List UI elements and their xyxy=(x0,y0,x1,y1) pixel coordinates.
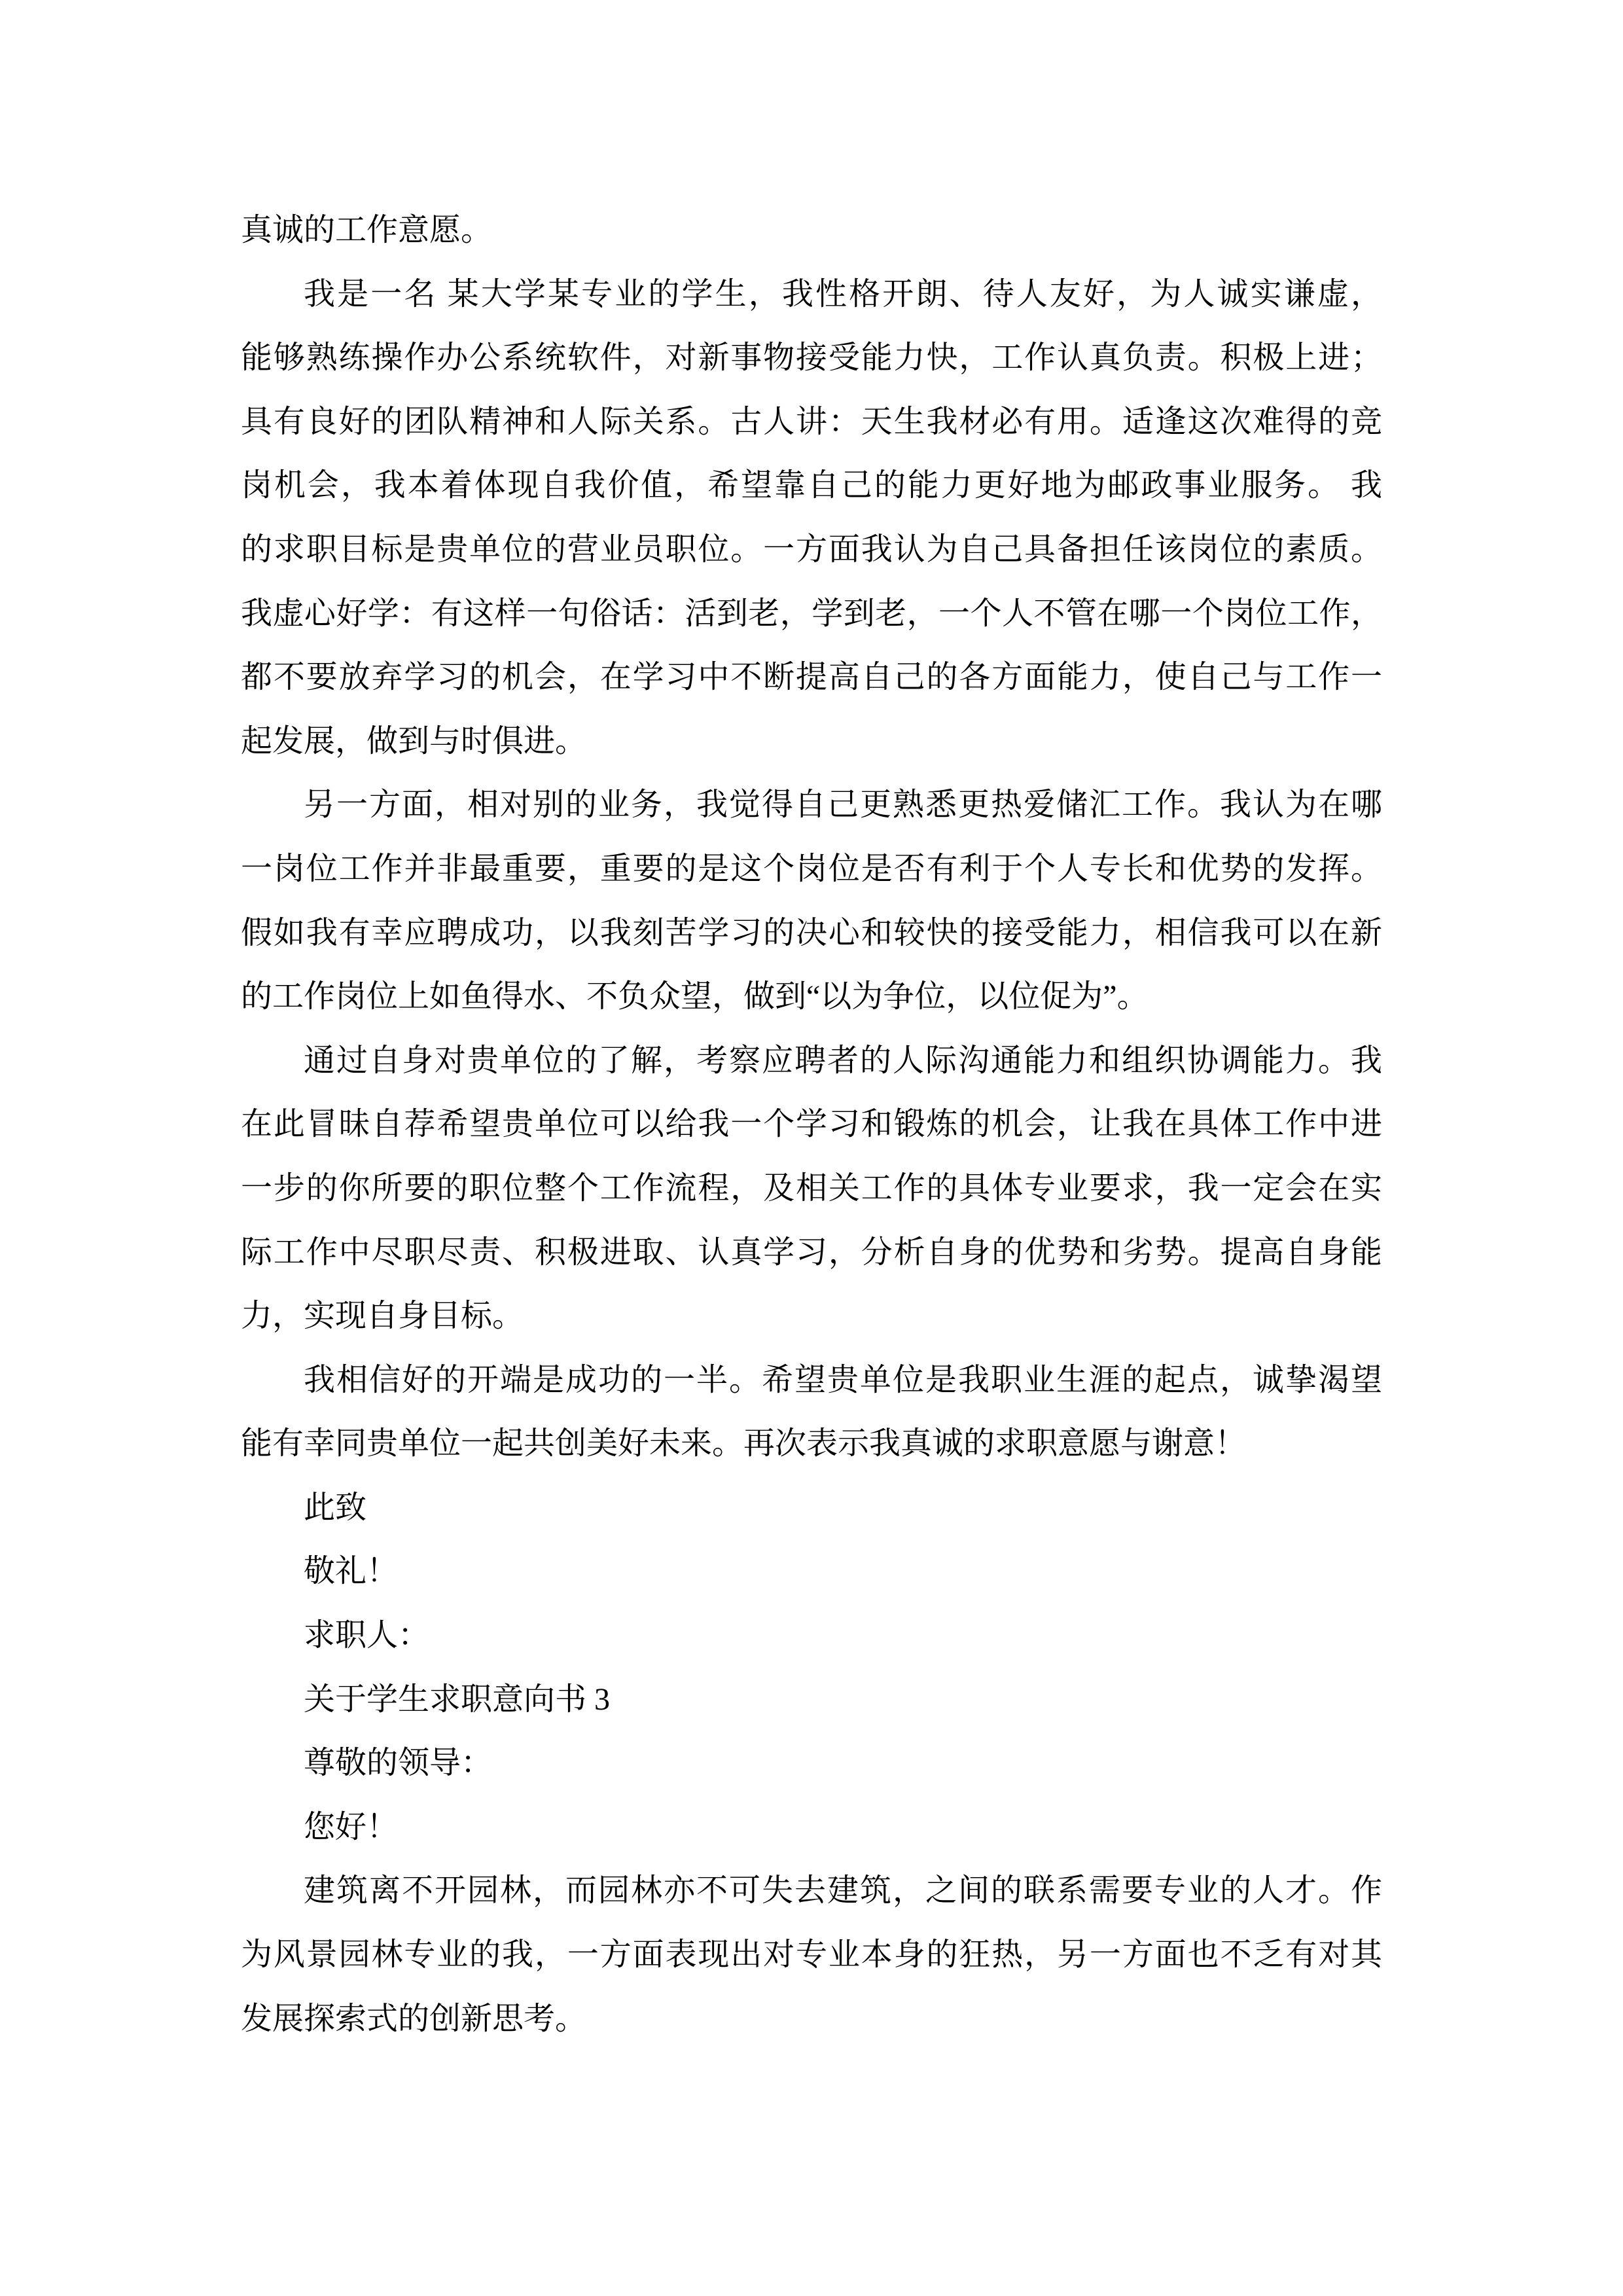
text-line-24: 关于学生求职意向书 3 xyxy=(304,1681,611,1717)
text-line-10: 另一方面，相对别的业务，我觉得自己更熟悉更热爱储汇工作。我认为在哪 xyxy=(304,787,1382,823)
text-line-22: 敬礼！ xyxy=(304,1554,399,1589)
text-line-9: 起发展，做到与时俱进。 xyxy=(241,723,587,759)
text-line-20: 能有幸同贵单位一起共创美好未来。再次表示我真诚的求职意愿与谢意！ xyxy=(241,1426,1247,1462)
text-line-27: 建筑离不开园林，而园林亦不可失去建筑，之间的联系需要专业的人才。作 xyxy=(304,1873,1382,1909)
text-line-15: 在此冒昧自荐希望贵单位可以给我一个学习和锻炼的机会，让我在具体工作中进 xyxy=(241,1107,1382,1142)
text-line-23: 求职人： xyxy=(304,1618,430,1653)
text-line-28: 为风景园林专业的我，一方面表现出对专业本身的狂热，另一方面也不乏有对其 xyxy=(241,1937,1382,1973)
text-line-11: 一岗位工作并非最重要，重要的是这个岗位是否有利于个人专长和优势的发挥。 xyxy=(241,851,1382,886)
text-line-14: 通过自身对贵单位的了解，考察应聘者的人际沟通能力和组织协调能力。我 xyxy=(304,1043,1382,1078)
text-line-7: 我虚心好学：有这样一句俗话：活到老，学到老，一个人不管在哪一个岗位工作， xyxy=(241,596,1382,631)
text-line-16: 一步的你所要的职位整个工作流程，及相关工作的具体专业要求，我一定会在实 xyxy=(241,1170,1382,1206)
text-line-3: 能够熟练操作办公系统软件，对新事物接受能力快，工作认真负责。积极上进； xyxy=(241,340,1382,376)
text-line-29: 发展探索式的创新思考。 xyxy=(241,2001,587,2036)
text-line-13: 的工作岗位上如鱼得水、不负众望，做到“以为争位，以位促为”。 xyxy=(241,979,1149,1014)
text-line-12: 假如我有幸应聘成功，以我刻苦学习的决心和较快的接受能力，相信我可以在新 xyxy=(241,915,1382,950)
text-line-5: 岗机会，我本着体现自我价值，希望靠自己的能力更好地为邮政事业服务。 我 xyxy=(241,468,1382,503)
text-line-1: 真诚的工作意愿。 xyxy=(241,213,493,247)
text-line-26: 您好！ xyxy=(304,1809,399,1844)
text-line-18: 力，实现自身目标。 xyxy=(241,1299,524,1334)
text-line-17: 际工作中尽职尽责、积极进取、认真学习，分析自身的优势和劣势。提高自身能 xyxy=(241,1234,1382,1270)
text-line-8: 都不要放弃学习的机会，在学习中不断提高自己的各方面能力，使自己与工作一 xyxy=(241,660,1382,695)
text-line-21: 此致 xyxy=(304,1490,367,1525)
text-line-2: 我是一名 某大学某专业的学生，我性格开朗、待人友好，为人诚实谦虚， xyxy=(304,276,1382,312)
text-line-19: 我相信好的开端是成功的一半。希望贵单位是我职业生涯的起点，诚挚渴望 xyxy=(304,1362,1382,1397)
document-text xyxy=(241,198,1382,2051)
text-line-6: 的求职目标是贵单位的营业员职位。一方面我认为自己具备担任该岗位的素质。 xyxy=(241,531,1382,567)
text-line-25: 尊敬的领导： xyxy=(304,1746,493,1781)
text-line-4: 具有良好的团队精神和人际关系。古人讲：天生我材必有用。适逢这次难得的竞 xyxy=(241,404,1382,439)
